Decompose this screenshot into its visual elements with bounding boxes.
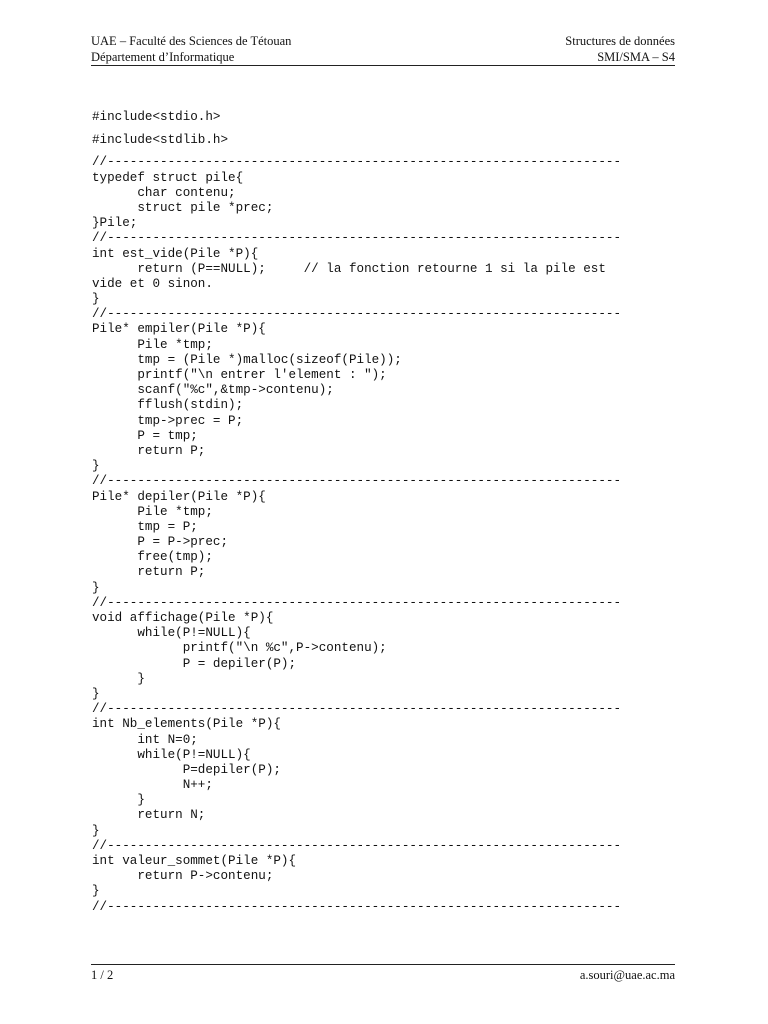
- code-line: }: [92, 671, 145, 686]
- code-line: }: [92, 292, 100, 307]
- code-line: int valeur_sommet(Pile *P){: [92, 854, 297, 868]
- code-line: P=depiler(P);: [92, 762, 281, 777]
- header-left: [91, 33, 291, 65]
- code-line: Pile* empiler(Pile *P){: [92, 322, 266, 337]
- code-line: }: [92, 823, 100, 838]
- code-line: Pile *tmp;: [92, 504, 213, 519]
- code-line: fflush(stdin);: [92, 398, 244, 413]
- code-line: }: [92, 686, 100, 701]
- code-line: N++;: [92, 778, 213, 793]
- code-line: P = tmp;: [92, 428, 198, 443]
- code-line: }: [92, 793, 145, 808]
- code-line: vide et 0 sinon.: [92, 276, 213, 291]
- institution-name: UAE – Faculté des Sciences de Tétouan: [91, 34, 292, 48]
- code-line: }: [92, 459, 100, 474]
- page-footer: [91, 964, 675, 982]
- code-line: }: [92, 580, 100, 595]
- code-line: printf("\n entrer l'element : ");: [92, 368, 387, 382]
- code-line: tmp = P;: [92, 519, 198, 534]
- code-line: return N;: [92, 808, 206, 823]
- code-line: return P;: [92, 565, 206, 580]
- code-line: #include<stdio.h>: [92, 110, 221, 124]
- code-line: P = depiler(P);: [92, 656, 297, 671]
- code-line: scanf("%c",&tmp->contenu);: [92, 383, 334, 398]
- code-line: return P;: [92, 443, 206, 458]
- code-line: //--------------------------------------------------------------------: [92, 595, 622, 610]
- code-line: while(P!=NULL){: [92, 747, 251, 762]
- header-right: [565, 33, 675, 65]
- code-line: Pile *tmp;: [92, 337, 213, 352]
- code-line: }: [92, 884, 100, 899]
- code-line: }Pile;: [92, 216, 138, 231]
- code-line: char contenu;: [92, 185, 236, 200]
- page-header: [91, 33, 675, 66]
- code-line: P = P->prec;: [92, 535, 229, 550]
- code-line: int est_vide(Pile *P){: [92, 246, 259, 261]
- code-line: //--------------------------------------------------------------------: [92, 899, 622, 914]
- code-line: Pile* depiler(Pile *P){: [92, 489, 266, 504]
- code-line: return P->contenu;: [92, 869, 274, 884]
- page-number: 1 / 2: [91, 968, 114, 982]
- code-line: //--------------------------------------------------------------------: [92, 702, 622, 717]
- code-line: tmp->prec = P;: [92, 413, 244, 428]
- code-line: free(tmp);: [92, 550, 213, 565]
- course-title: Structures de données: [565, 34, 675, 48]
- code-line: while(P!=NULL){: [92, 626, 251, 641]
- code-line: //--------------------------------------------------------------------: [92, 231, 622, 246]
- code-line: int Nb_elements(Pile *P){: [92, 717, 281, 732]
- code-line: #include<stdlib.h>: [92, 132, 229, 147]
- code-line: return (P==NULL); // la fonction retourne 1 si la pile est: [92, 261, 606, 276]
- code-line: tmp = (Pile *)malloc(sizeof(Pile));: [92, 352, 402, 367]
- code-listing: [92, 110, 682, 915]
- code-line: struct pile *prec;: [92, 200, 274, 215]
- department-name: Département d’Informatique: [91, 50, 235, 64]
- code-line: printf("\n %c",P->contenu);: [92, 641, 387, 656]
- code-line: typedef struct pile{: [92, 170, 244, 185]
- course-level: SMI/SMA – S4: [597, 50, 675, 64]
- code-line: //--------------------------------------------------------------------: [92, 307, 622, 322]
- author-email: a.souri@uae.ac.ma: [579, 968, 675, 982]
- code-line: int N=0;: [92, 732, 198, 747]
- code-line: //--------------------------------------------------------------------: [92, 155, 622, 170]
- code-line: //--------------------------------------------------------------------: [92, 474, 622, 489]
- code-line: //--------------------------------------------------------------------: [92, 838, 622, 853]
- code-line: void affichage(Pile *P){: [92, 611, 274, 625]
